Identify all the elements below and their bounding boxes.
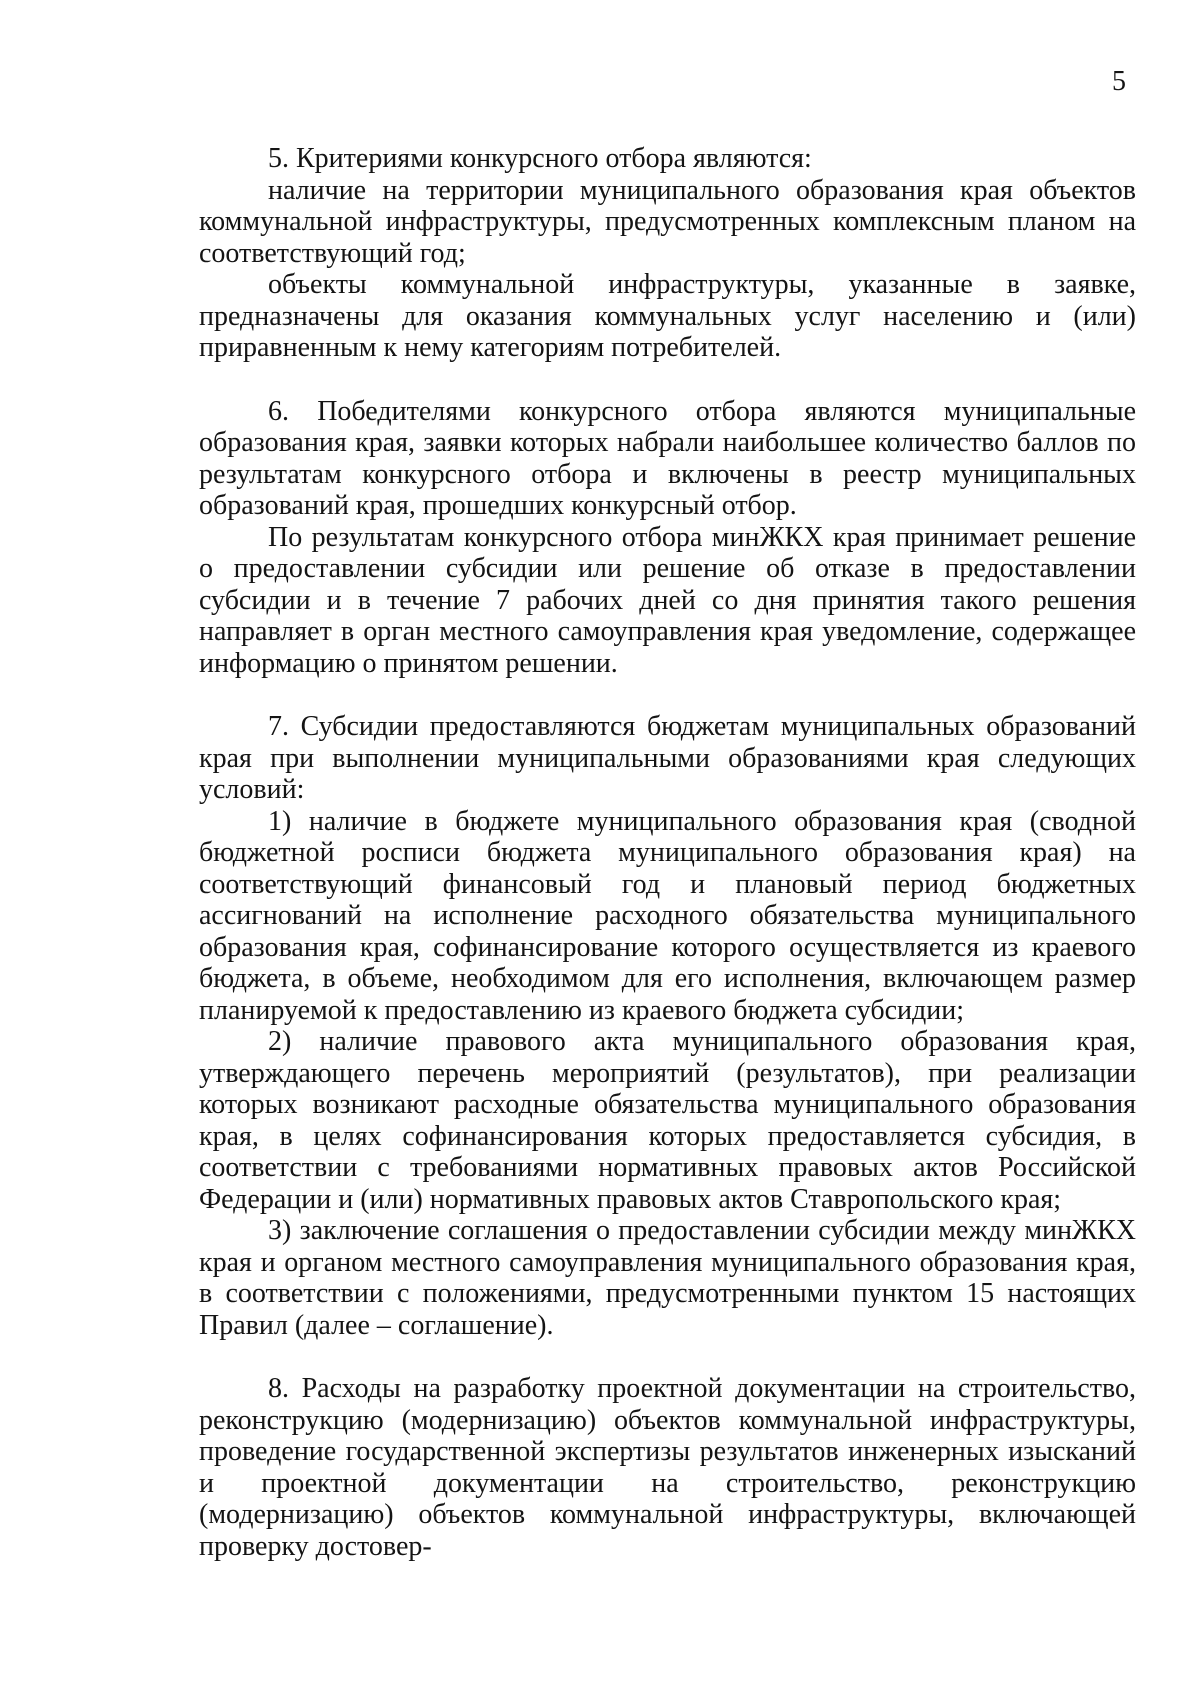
paragraph-8-expenses: 8. Расходы на разработку проектной документации на строительство, реконструкцию (модернизацию) объектов коммунальной инфраструктуры, проведение государственной экспертизы результатов инженерных изысканий и проектной документации на строительство, реконструкцию (модернизацию) объектов коммунальной инфраструктуры, включающей проверку достовер- [199, 1373, 1136, 1562]
page-number: 5 [1112, 66, 1126, 97]
section-gap [199, 1341, 1136, 1373]
paragraph-7-condition-3: 3) заключение соглашения о предоставлении субсидии между минЖКХ края и органом местного самоуправления муниципального образования края, в соответствии с положениями, предусмотренными пунктом 15 настоящих Правил (далее – соглашение). [199, 1215, 1136, 1341]
paragraph-7-conditions-heading: 7. Субсидии предоставляются бюджетам муниципальных образований края при выполнении муниципальными образованиями края следующих условий: [199, 711, 1136, 805]
paragraph-5-criteria-heading: 5. Критериями конкурсного отбора являются: [268, 143, 812, 174]
paragraph-7-condition-1: 1) наличие в бюджете муниципального образования края (сводной бюджетной росписи бюджета муниципального образования края) на соответствующий финансовый год и плановый период бюджетных ассигнований на исполнение расходного обязательства муниципального образования края, софинансирование которого осуществляется из краевого бюджета, в объеме, необходимом для его исполнения, включающем размер планируемой к предоставлению из краевого бюджета субсидии; [199, 805, 1136, 1026]
paragraph-5-criterion-1: наличие на территории муниципального образования края объектов коммунальной инфраструктуры, предусмотренных комплексным планом на соответствующий год; [199, 174, 1136, 269]
paragraph-6-decision: По результатам конкурсного отбора минЖКХ края принимает решение о предоставлении субсидии или решение об отказе в предоставлении субсидии и в течение 7 рабочих дней со дня принятия такого решения направляет в орган местного самоуправления края уведомление, содержащее информацию о принятом решении. [199, 521, 1136, 679]
paragraph-6-winners: 6. Победителями конкурсного отбора являются муниципальные образования края, заявки которых набрали наибольшее количество баллов по результатам конкурсного отбора и включены в реестр муниципальных образований края, прошедших конкурсный отбор. [199, 395, 1136, 521]
section-gap [199, 679, 1136, 711]
section-gap [199, 364, 1136, 396]
paragraph-5-criterion-2: объекты коммунальной инфраструктуры, указанные в заявке, предназначены для оказания коммунальных услуг населению и (или) приравненным к нему категориям потребителей. [199, 269, 1136, 363]
paragraph-7-condition-2: 2) наличие правового акта муниципального образования края, утверждающего перечень мероприятий (результатов), при реализации которых возникают расходные обязательства муниципального образования края, в целях софинансирования которых предоставляется субсидия, в соответствии с требованиями нормативных правовых актов Российской Федерации и (или) нормативных правовых актов Ставропольского края; [199, 1026, 1136, 1215]
document-body [199, 143, 1136, 1562]
